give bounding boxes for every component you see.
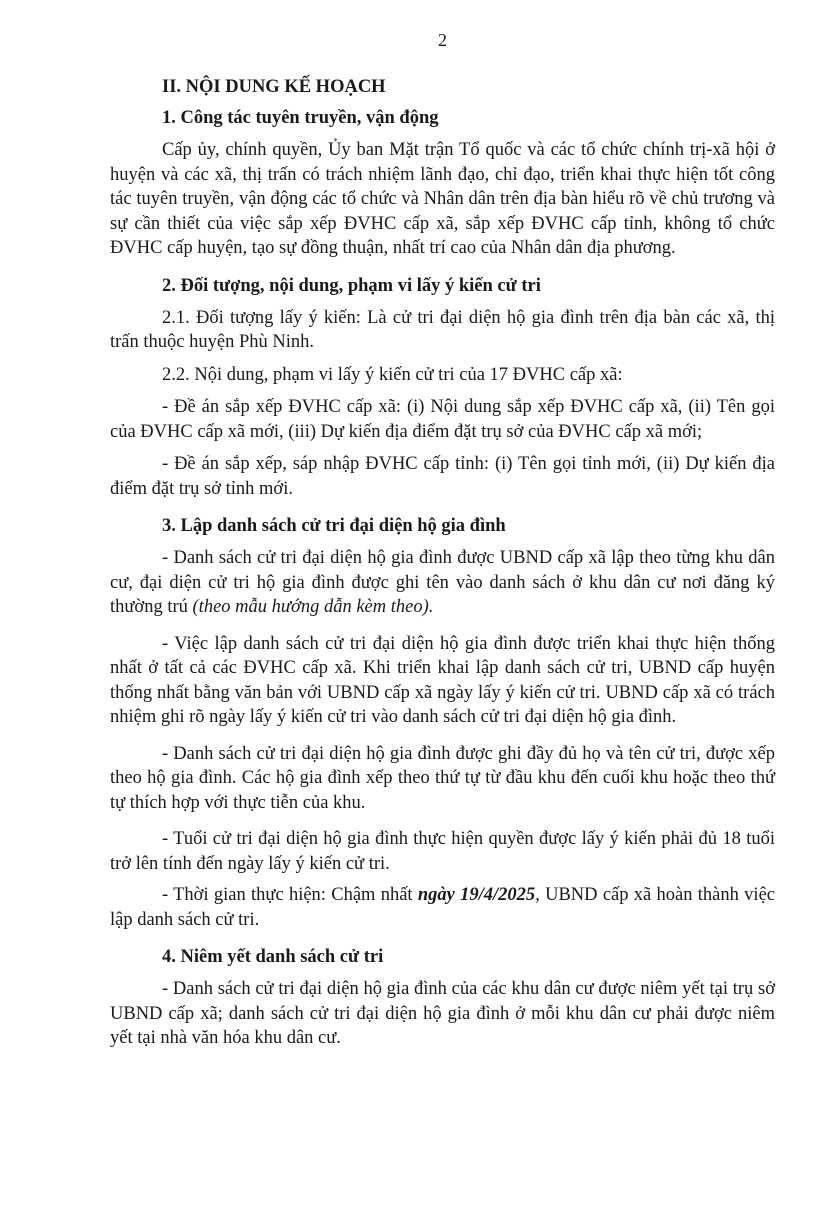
section-heading: 2. Đối tượng, nội dung, phạm vi lấy ý kiến cử tri	[162, 275, 541, 296]
deadline-date: ngày 19/4/2025	[417, 885, 536, 905]
paragraph	[110, 883, 775, 932]
section-title: II. NỘI DUNG KẾ HOẠCH	[162, 77, 386, 97]
paragraph: - Việc lập danh sách cử tri đại diện hộ gia đình được triển khai thực hiện thống nhất ở tất cả các ĐVHC cấp xã. Khi triển khai lập danh sách cử tri, UBND cấp huyện thống nhất bằng văn bản với UBND cấp xã ngày lấy ý kiến cử tri. UBND cấp xã có trách nhiệm ghi rõ ngày lấy ý kiến cử tri vào danh sách cử tri đại diện hộ gia đình.	[110, 633, 775, 727]
page-number: 2	[438, 30, 447, 50]
paragraph: - Danh sách cử tri đại diện hộ gia đình của các khu dân cư được niêm yết tại trụ sở UBND cấp xã; danh sách cử tri đại diện hộ gia đình ở mỗi khu dân cư phải được niêm yết tại nhà văn hóa khu dân cư.	[110, 979, 775, 1048]
section-heading: 1. Công tác tuyên truyền, vận động	[162, 108, 439, 128]
paragraph	[110, 546, 775, 620]
paragraph-text: - Thời gian thực hiện: Chậm nhất	[162, 885, 418, 905]
paragraph: - Tuổi cử tri đại diện hộ gia đình thực hiện quyền được lấy ý kiến phải đủ 18 tuổi trở lên tính đến ngày lấy ý kiến cử tri.	[110, 829, 775, 874]
section-propaganda	[110, 105, 775, 261]
paragraph-text: - Danh sách cử tri đại diện hộ gia đình được UBND cấp xã lập theo từng khu dân cư, đại diện cử tri hộ gia đình được ghi tên vào danh sách ở khu dân cư nơi đăng ký thường trú	[110, 548, 775, 617]
paragraph: 2.2. Nội dung, phạm vi lấy ý kiến cử tri của 17 ĐVHC cấp xã:	[162, 364, 623, 385]
paragraph: 2.1. Đối tượng lấy ý kiến: Là cử tri đại diện hộ gia đình trên địa bàn các xã, thị trấn thuộc huyện Phù Ninh.	[110, 307, 775, 352]
section-heading: 4. Niêm yết danh sách cử tri	[162, 947, 384, 967]
paragraph: - Đề án sắp xếp, sáp nhập ĐVHC cấp tỉnh: (i) Tên gọi tỉnh mới, (ii) Dự kiến địa điểm đặt trụ sở tỉnh mới.	[110, 454, 775, 499]
italic-note: (theo mẫu hướng dẫn kèm theo).	[192, 597, 434, 617]
section-voter-list	[110, 513, 775, 932]
paragraph: - Đề án sắp xếp ĐVHC cấp xã: (i) Nội dung sắp xếp ĐVHC cấp xã, (ii) Tên gọi của ĐVHC cấp xã mới, (iii) Dự kiến địa điểm đặt trụ sở của ĐVHC cấp xã mới;	[110, 397, 775, 442]
section-heading: 3. Lập danh sách cử tri đại diện hộ gia đình	[162, 516, 506, 536]
section-subjects-scope	[110, 273, 775, 502]
paragraph-text: , UBND cấp xã hoàn thành việc lập danh sách cử tri.	[110, 885, 775, 930]
paragraph: Cấp ủy, chính quyền, Ủy ban Mặt trận Tổ quốc và các tổ chức chính trị-xã hội ở huyện và các xã, thị trấn có trách nhiệm lãnh đạo, chỉ đạo, triển khai thực hiện tốt công tác tuyên truyền, vận động các tổ chức và Nhân dân trên địa bàn hiểu rõ về chủ trương và sự cần thiết của việc sắp xếp ĐVHC cấp xã, sắp xếp ĐVHC cấp tỉnh, không tổ chức ĐVHC cấp huyện, tạo sự đồng thuận, nhất trí cao của Nhân dân địa phương.	[110, 140, 775, 258]
paragraph: - Danh sách cử tri đại diện hộ gia đình được ghi đầy đủ họ và tên cử tri, được xếp theo hộ gia đình. Các hộ gia đình xếp theo thứ tự từ đầu khu đến cuối khu hoặc theo thứ tự thích hợp với thực tiễn của khu.	[110, 743, 775, 813]
section-posting	[110, 944, 775, 1051]
document-page	[110, 28, 775, 1059]
